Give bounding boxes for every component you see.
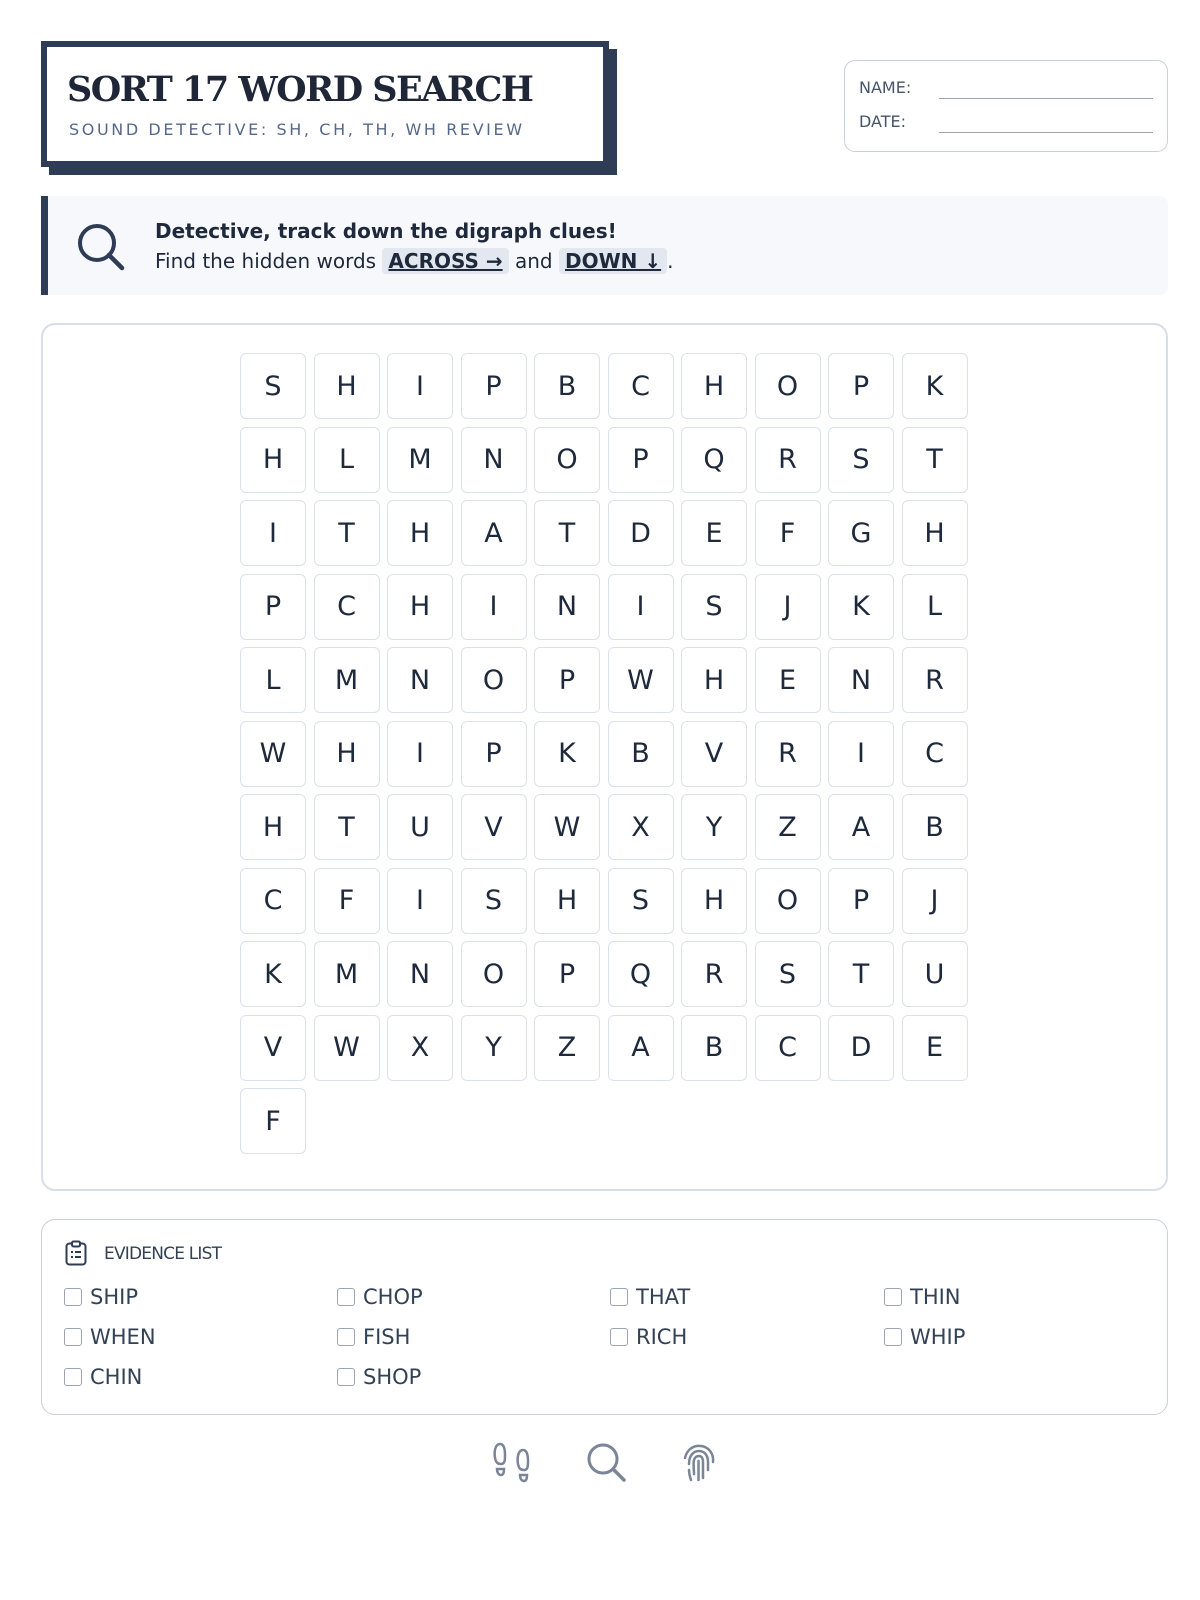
grid-cell[interactable]: R bbox=[755, 427, 821, 493]
word-checkbox[interactable] bbox=[64, 1288, 82, 1306]
grid-cell[interactable]: B bbox=[681, 1015, 747, 1081]
word-checkbox[interactable] bbox=[884, 1328, 902, 1346]
grid-cell[interactable]: N bbox=[828, 647, 894, 713]
instruction-banner bbox=[41, 196, 1168, 295]
word-checkbox[interactable] bbox=[337, 1328, 355, 1346]
grid-cell[interactable]: I bbox=[240, 500, 306, 566]
instruction-text bbox=[155, 216, 673, 276]
instruction-suffix: . bbox=[667, 249, 674, 273]
grid-cell[interactable]: E bbox=[755, 647, 821, 713]
grid-cell[interactable]: N bbox=[387, 647, 453, 713]
page-subtitle: SOUND DETECTIVE: SH, CH, TH, WH REVIEW bbox=[69, 120, 525, 139]
grid-cell[interactable]: S bbox=[755, 941, 821, 1007]
word-label: SHIP bbox=[90, 1285, 138, 1309]
clipboard-icon bbox=[64, 1240, 88, 1266]
grid-cell[interactable]: I bbox=[461, 574, 527, 640]
word-checkbox[interactable] bbox=[337, 1288, 355, 1306]
grid-cell[interactable]: L bbox=[902, 574, 968, 640]
evidence-list-panel bbox=[41, 1219, 1168, 1415]
grid-cell[interactable]: M bbox=[314, 647, 380, 713]
grid-cell[interactable]: W bbox=[240, 721, 306, 787]
grid-cell[interactable]: F bbox=[240, 1088, 306, 1154]
instruction-line-1: Detective, track down the digraph clues! bbox=[155, 219, 617, 243]
grid-cell[interactable]: A bbox=[608, 1015, 674, 1081]
word-search-panel bbox=[41, 323, 1168, 1191]
across-chip: ACROSS → bbox=[382, 248, 508, 274]
instruction-line-2 bbox=[155, 246, 673, 276]
down-chip: DOWN ↓ bbox=[559, 248, 667, 274]
grid-cell[interactable]: I bbox=[828, 721, 894, 787]
grid-cell[interactable]: V bbox=[240, 1015, 306, 1081]
magnifier-icon bbox=[584, 1440, 628, 1484]
footprints-icon bbox=[491, 1440, 535, 1484]
grid-cell[interactable]: N bbox=[534, 574, 600, 640]
grid-cell[interactable]: H bbox=[681, 868, 747, 934]
grid-cell[interactable]: H bbox=[902, 500, 968, 566]
grid-cell[interactable]: T bbox=[314, 794, 380, 860]
grid-cell[interactable]: P bbox=[534, 941, 600, 1007]
grid-cell[interactable]: H bbox=[681, 647, 747, 713]
grid-cell[interactable]: B bbox=[608, 721, 674, 787]
word-label: FISH bbox=[363, 1325, 411, 1349]
grid-cell[interactable]: E bbox=[902, 1015, 968, 1081]
grid-cell[interactable]: W bbox=[534, 794, 600, 860]
grid-cell[interactable]: C bbox=[902, 721, 968, 787]
grid-cell[interactable]: H bbox=[387, 500, 453, 566]
grid-cell[interactable]: S bbox=[461, 868, 527, 934]
grid-cell[interactable]: H bbox=[314, 721, 380, 787]
grid-cell[interactable]: M bbox=[387, 427, 453, 493]
grid-cell[interactable]: N bbox=[461, 427, 527, 493]
grid-cell[interactable]: X bbox=[387, 1015, 453, 1081]
grid-cell[interactable]: W bbox=[608, 647, 674, 713]
grid-cell[interactable]: S bbox=[608, 868, 674, 934]
grid-cell[interactable]: P bbox=[461, 721, 527, 787]
grid-cell[interactable]: V bbox=[681, 721, 747, 787]
grid-cell[interactable]: T bbox=[902, 427, 968, 493]
grid-cell[interactable]: Q bbox=[608, 941, 674, 1007]
grid-cell[interactable]: S bbox=[828, 427, 894, 493]
grid-cell[interactable]: H bbox=[240, 427, 306, 493]
grid-cell[interactable]: H bbox=[240, 794, 306, 860]
grid-cell[interactable]: A bbox=[461, 500, 527, 566]
word-checkbox[interactable] bbox=[884, 1288, 902, 1306]
grid-cell[interactable]: P bbox=[828, 353, 894, 419]
grid-cell[interactable]: K bbox=[534, 721, 600, 787]
grid-cell[interactable]: O bbox=[461, 941, 527, 1007]
grid-cell[interactable]: C bbox=[240, 868, 306, 934]
evidence-title: EVIDENCE LIST bbox=[104, 1244, 222, 1264]
date-label: DATE: bbox=[859, 112, 907, 131]
grid-cell[interactable]: B bbox=[902, 794, 968, 860]
grid-cell[interactable]: C bbox=[314, 574, 380, 640]
grid-cell[interactable]: F bbox=[314, 868, 380, 934]
date-field[interactable] bbox=[859, 109, 1153, 133]
grid-cell[interactable]: H bbox=[314, 353, 380, 419]
grid-cell[interactable]: R bbox=[681, 941, 747, 1007]
grid-cell[interactable]: I bbox=[387, 353, 453, 419]
grid-cell[interactable]: U bbox=[387, 794, 453, 860]
grid-cell[interactable]: P bbox=[461, 353, 527, 419]
grid-cell[interactable]: H bbox=[387, 574, 453, 640]
name-field[interactable] bbox=[859, 75, 1153, 99]
grid-cell[interactable]: Q bbox=[681, 427, 747, 493]
grid-cell[interactable]: O bbox=[755, 353, 821, 419]
grid-cell[interactable]: K bbox=[240, 941, 306, 1007]
word-label: SHOP bbox=[363, 1365, 422, 1389]
grid-cell[interactable]: Z bbox=[755, 794, 821, 860]
grid-cell[interactable]: K bbox=[828, 574, 894, 640]
word-checkbox[interactable] bbox=[610, 1288, 628, 1306]
grid-cell[interactable]: M bbox=[314, 941, 380, 1007]
grid-cell[interactable]: K bbox=[902, 353, 968, 419]
grid-cell[interactable]: G bbox=[828, 500, 894, 566]
grid-cell[interactable]: P bbox=[534, 647, 600, 713]
grid-cell[interactable]: U bbox=[902, 941, 968, 1007]
grid-cell[interactable]: V bbox=[461, 794, 527, 860]
student-info-box bbox=[844, 60, 1168, 152]
page-title: SORT 17 WORD SEARCH bbox=[67, 69, 533, 110]
grid-cell[interactable]: E bbox=[681, 500, 747, 566]
grid-cell[interactable]: H bbox=[534, 868, 600, 934]
grid-cell[interactable]: B bbox=[534, 353, 600, 419]
date-line bbox=[939, 132, 1153, 133]
grid-cell[interactable]: Z bbox=[534, 1015, 600, 1081]
word-label: WHEN bbox=[90, 1325, 156, 1349]
search-icon bbox=[76, 222, 126, 272]
word-checkbox[interactable] bbox=[64, 1368, 82, 1386]
word-checkbox[interactable] bbox=[610, 1328, 628, 1346]
grid-cell[interactable]: T bbox=[828, 941, 894, 1007]
grid-cell[interactable]: F bbox=[755, 500, 821, 566]
grid-cell[interactable]: J bbox=[902, 868, 968, 934]
instruction-prefix: Find the hidden words bbox=[155, 249, 377, 273]
grid-cell[interactable]: C bbox=[755, 1015, 821, 1081]
title-box bbox=[41, 41, 609, 167]
grid-cell[interactable]: R bbox=[902, 647, 968, 713]
grid-cell[interactable]: I bbox=[387, 868, 453, 934]
word-checkbox[interactable] bbox=[337, 1368, 355, 1386]
grid-cell[interactable]: D bbox=[828, 1015, 894, 1081]
name-label: NAME: bbox=[859, 78, 912, 97]
word-checkbox[interactable] bbox=[64, 1328, 82, 1346]
grid-cell[interactable]: Y bbox=[461, 1015, 527, 1081]
grid-cell[interactable]: T bbox=[314, 500, 380, 566]
word-label: CHOP bbox=[363, 1285, 423, 1309]
grid-cell[interactable]: J bbox=[755, 574, 821, 640]
word-label: THIN bbox=[910, 1285, 961, 1309]
instruction-and: and bbox=[514, 249, 553, 273]
grid-cell[interactable]: Y bbox=[681, 794, 747, 860]
word-label: THAT bbox=[636, 1285, 691, 1309]
grid-cell[interactable]: X bbox=[608, 794, 674, 860]
grid-cell[interactable]: C bbox=[608, 353, 674, 419]
grid-cell[interactable]: T bbox=[534, 500, 600, 566]
grid-cell[interactable]: L bbox=[240, 647, 306, 713]
grid-cell[interactable]: I bbox=[608, 574, 674, 640]
grid-cell[interactable]: O bbox=[534, 427, 600, 493]
grid-cell[interactable]: W bbox=[314, 1015, 380, 1081]
grid-cell[interactable]: P bbox=[828, 868, 894, 934]
grid-cell[interactable]: N bbox=[387, 941, 453, 1007]
word-label: RICH bbox=[636, 1325, 688, 1349]
word-label: WHIP bbox=[910, 1325, 966, 1349]
grid-cell[interactable]: A bbox=[828, 794, 894, 860]
name-line bbox=[939, 98, 1153, 99]
grid-cell[interactable]: L bbox=[314, 427, 380, 493]
grid-cell[interactable]: P bbox=[608, 427, 674, 493]
grid-cell[interactable]: P bbox=[240, 574, 306, 640]
grid-cell[interactable]: O bbox=[755, 868, 821, 934]
grid-cell[interactable]: S bbox=[240, 353, 306, 419]
grid-cell[interactable]: I bbox=[387, 721, 453, 787]
word-label: CHIN bbox=[90, 1365, 143, 1389]
fingerprint-icon bbox=[677, 1440, 721, 1484]
grid-cell[interactable]: D bbox=[608, 500, 674, 566]
grid-cell[interactable]: S bbox=[681, 574, 747, 640]
grid-cell[interactable]: O bbox=[461, 647, 527, 713]
grid-cell[interactable]: R bbox=[755, 721, 821, 787]
grid-cell[interactable]: H bbox=[681, 353, 747, 419]
